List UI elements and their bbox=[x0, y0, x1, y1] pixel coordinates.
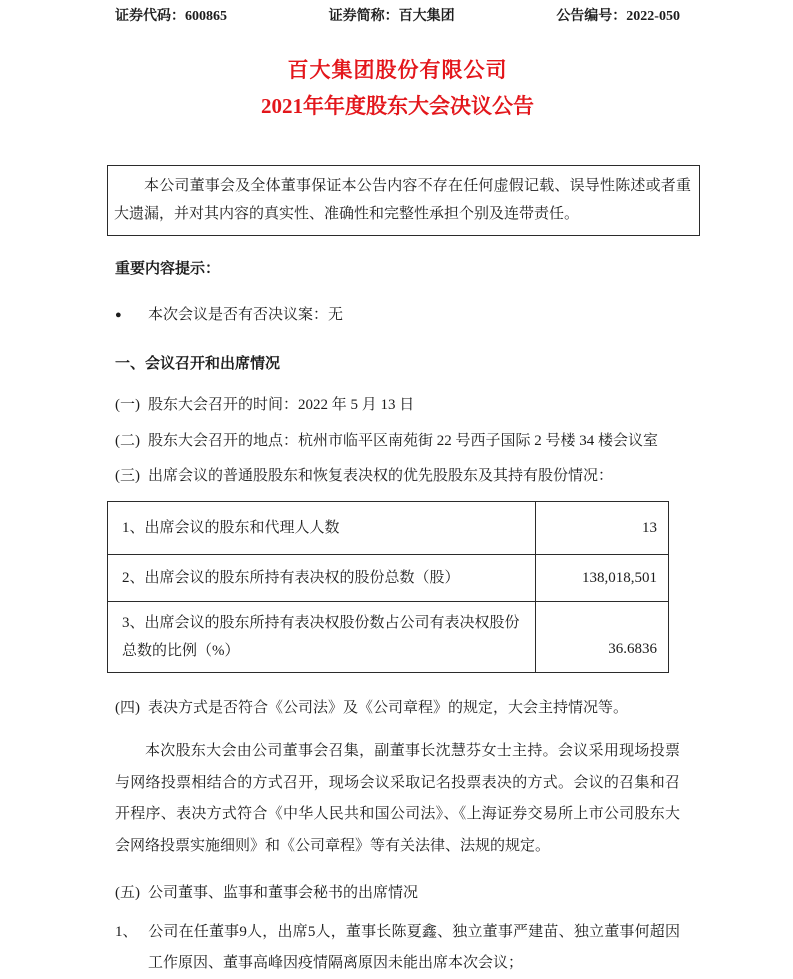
table-cell-value: 138,018,501 bbox=[536, 555, 669, 602]
table-cell-label: 3、出席会议的股东所持有表决权股份数占公司有表决权股份总数的比例（%） bbox=[108, 602, 536, 673]
voting-method-text: 表决方式是否符合《公司法》及《公司章程》的规定，大会主持情况等。 bbox=[148, 700, 629, 716]
item-2-marker: (二) bbox=[115, 433, 140, 449]
meeting-time-text: 股东大会召开的时间：2022 年 5 月 13 日 bbox=[148, 397, 415, 413]
announcement-number: 公告编号：2022-050 bbox=[556, 9, 680, 24]
meeting-place-text: 股东大会召开的地点：杭州市临平区南苑街 22 号西子国际 2 号楼 34 楼会议室 bbox=[148, 433, 659, 449]
voting-method-item bbox=[115, 693, 680, 724]
table-cell-label: 1、出席会议的股东和代理人人数 bbox=[108, 502, 536, 555]
company-title: 百大集团股份有限公司 bbox=[287, 58, 508, 82]
important-notice-heading: 重要内容提示： bbox=[115, 261, 221, 277]
table-row bbox=[108, 555, 669, 602]
directors-attendance-text: 公司董事、监事和董事会秘书的出席情况 bbox=[148, 885, 419, 901]
meeting-convene-paragraph: 本次股东大会由公司董事会召集，副董事长沈慧芬女士主持。会议采用现场投票与网络投票相结合的方式召开，现场会议采取记名投票表决的方式。会议的召集和召开程序、表决方式符合《中华人民共和国公司法》、《上海证券交易所上市公司股东大会网络投票实施细则》和《公司章程》等有关法律、法规的规定。 bbox=[115, 743, 680, 854]
directors-absent-item bbox=[115, 917, 680, 979]
meeting-time-item bbox=[115, 390, 680, 421]
section-1-heading: 一、会议召开和出席情况 bbox=[115, 356, 281, 372]
directors-absent-text: 公司在任董事9人，出席5人，董事长陈夏鑫、独立董事严建苗、独立董事何超因工作原因、董事高峰因疫情隔离原因未能出席本次会议； bbox=[148, 924, 680, 971]
bullet-icon: ● bbox=[115, 309, 122, 321]
item-1-marker: (一) bbox=[115, 397, 140, 413]
stock-code: 证券代码：600865 bbox=[115, 9, 227, 24]
attendance-table bbox=[107, 501, 669, 673]
sub-item-1-marker: 1、 bbox=[115, 924, 138, 940]
document-header-row bbox=[115, 8, 680, 25]
meeting-place-item bbox=[115, 426, 680, 457]
table-cell-value: 13 bbox=[536, 502, 669, 555]
disclaimer-box bbox=[107, 165, 700, 236]
disclaimer-text: 本公司董事会及全体董事保证本公告内容不存在任何虚假记载、误导性陈述或者重大遗漏，并对其内容的真实性、准确性和完整性承担个别及连带责任。 bbox=[114, 178, 691, 222]
table-cell-label: 2、出席会议的股东所持有表决权的股份总数（股） bbox=[108, 555, 536, 602]
no-veto-text: 本次会议是否有否决议案：无 bbox=[148, 307, 344, 323]
item-5-marker: (五) bbox=[115, 885, 140, 901]
directors-attendance-item bbox=[115, 878, 680, 909]
announcement-title: 2021年年度股东大会决议公告 bbox=[261, 94, 534, 118]
attendance-intro-item bbox=[115, 461, 680, 492]
table-row bbox=[108, 602, 669, 673]
table-cell-value: 36.6836 bbox=[536, 602, 669, 673]
no-veto-bullet-item bbox=[115, 300, 680, 331]
item-3-marker: (三) bbox=[115, 468, 140, 484]
item-4-marker: (四) bbox=[115, 700, 140, 716]
table-row bbox=[108, 502, 669, 555]
attendance-intro-text: 出席会议的普通股股东和恢复表决权的优先股股东及其持有股份情况： bbox=[148, 468, 614, 484]
stock-short-name: 证券简称：百大集团 bbox=[328, 9, 455, 24]
